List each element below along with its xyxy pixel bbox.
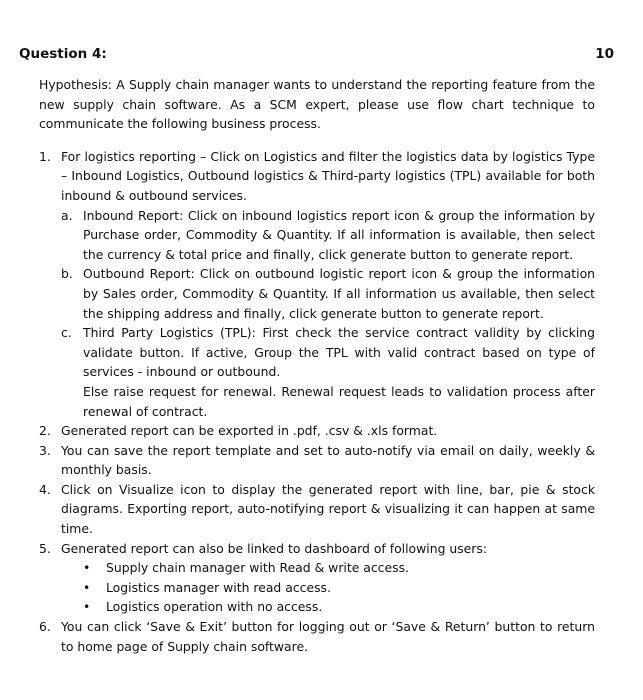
step-item-3	[39, 441, 595, 480]
step-item-6	[39, 617, 595, 656]
bullet-text: Supply chain manager with Read & write access.	[106, 560, 409, 576]
step-item-2	[39, 421, 595, 441]
user-bullet-list	[61, 558, 595, 617]
substep-letter: a.	[61, 207, 73, 223]
step-number: 3.	[39, 442, 51, 458]
substep-letter: b.	[61, 266, 73, 282]
substep-text: Third Party Logistics (TPL): First check the service contract validity by clicking validate button. If active, Group the TPL with valid contract based on type of services - inbound or outbound.	[83, 325, 595, 380]
substep-letter: c.	[61, 325, 72, 341]
bullet-item	[61, 578, 595, 598]
steps-list	[39, 147, 595, 656]
bullet-item	[61, 597, 595, 617]
bullet-text: Logistics manager with read access.	[106, 579, 331, 595]
step-text: You can click ‘Save & Exit’ button for logging out or ‘Save & Return’ button to return to home page of Supply chain software.	[61, 619, 595, 654]
question-marks: 10	[595, 46, 614, 62]
step-text: You can save the report template and set to auto-notify via email on daily, weekly & monthly basis.	[61, 442, 595, 478]
substep-text: Outbound Report: Click on outbound logistic report icon & group the information by Sales order, Commodity & Quantity. If all information us available, then select the shipping address and finally, click generate button to generate report.	[83, 266, 595, 321]
step-item-4	[39, 480, 595, 539]
substep-text: Inbound Report: Click on inbound logistics report icon & group the information by Purchase order, Commodity & Quantity. If all information is available, then select the currency & total price and finally, click generate button to generate report.	[83, 207, 595, 262]
substep-item-c	[61, 323, 595, 421]
step-item-5	[39, 539, 595, 617]
substeps-list	[61, 206, 595, 422]
step-text: Generated report can be exported in .pdf, .csv & .xls format.	[61, 423, 438, 439]
substep-item-b	[61, 264, 595, 323]
bullet-icon: •	[83, 579, 91, 595]
step-text: For logistics reporting – Click on Logistics and filter the logistics data by logistics Type – Inbound Logistics, Outbound logistics & Third-party logistics (TPL) available for both inbound & outbound services.	[61, 148, 595, 203]
question-title: Question 4:	[19, 46, 107, 62]
step-number: 5.	[39, 540, 51, 556]
substep-extra-text: Else raise request for renewal. Renewal request leads to validation process after renewal of contract.	[83, 383, 595, 419]
step-number: 4.	[39, 481, 51, 497]
step-text: Click on Visualize icon to display the generated report with line, bar, pie & stock diagrams. Exporting report, auto-notifying report & visualizing it can happen at same time.	[61, 481, 595, 537]
step-item-1	[39, 147, 595, 421]
step-number: 1.	[39, 148, 51, 164]
bullet-item	[61, 558, 595, 578]
bullet-icon: •	[83, 599, 91, 615]
step-text: Generated report can also be linked to dashboard of following users:	[61, 540, 488, 556]
bullet-text: Logistics operation with no access.	[106, 599, 323, 615]
question-body	[39, 75, 595, 656]
step-number: 6.	[39, 619, 51, 635]
substep-item-a	[61, 206, 595, 265]
bullet-icon: •	[83, 560, 91, 576]
step-number: 2.	[39, 423, 51, 439]
hypothesis-paragraph: Hypothesis: A Supply chain manager wants to understand the reporting feature from the new supply chain software. As a SCM expert, please use flow chart technique to communicate the following business process.	[39, 77, 595, 132]
